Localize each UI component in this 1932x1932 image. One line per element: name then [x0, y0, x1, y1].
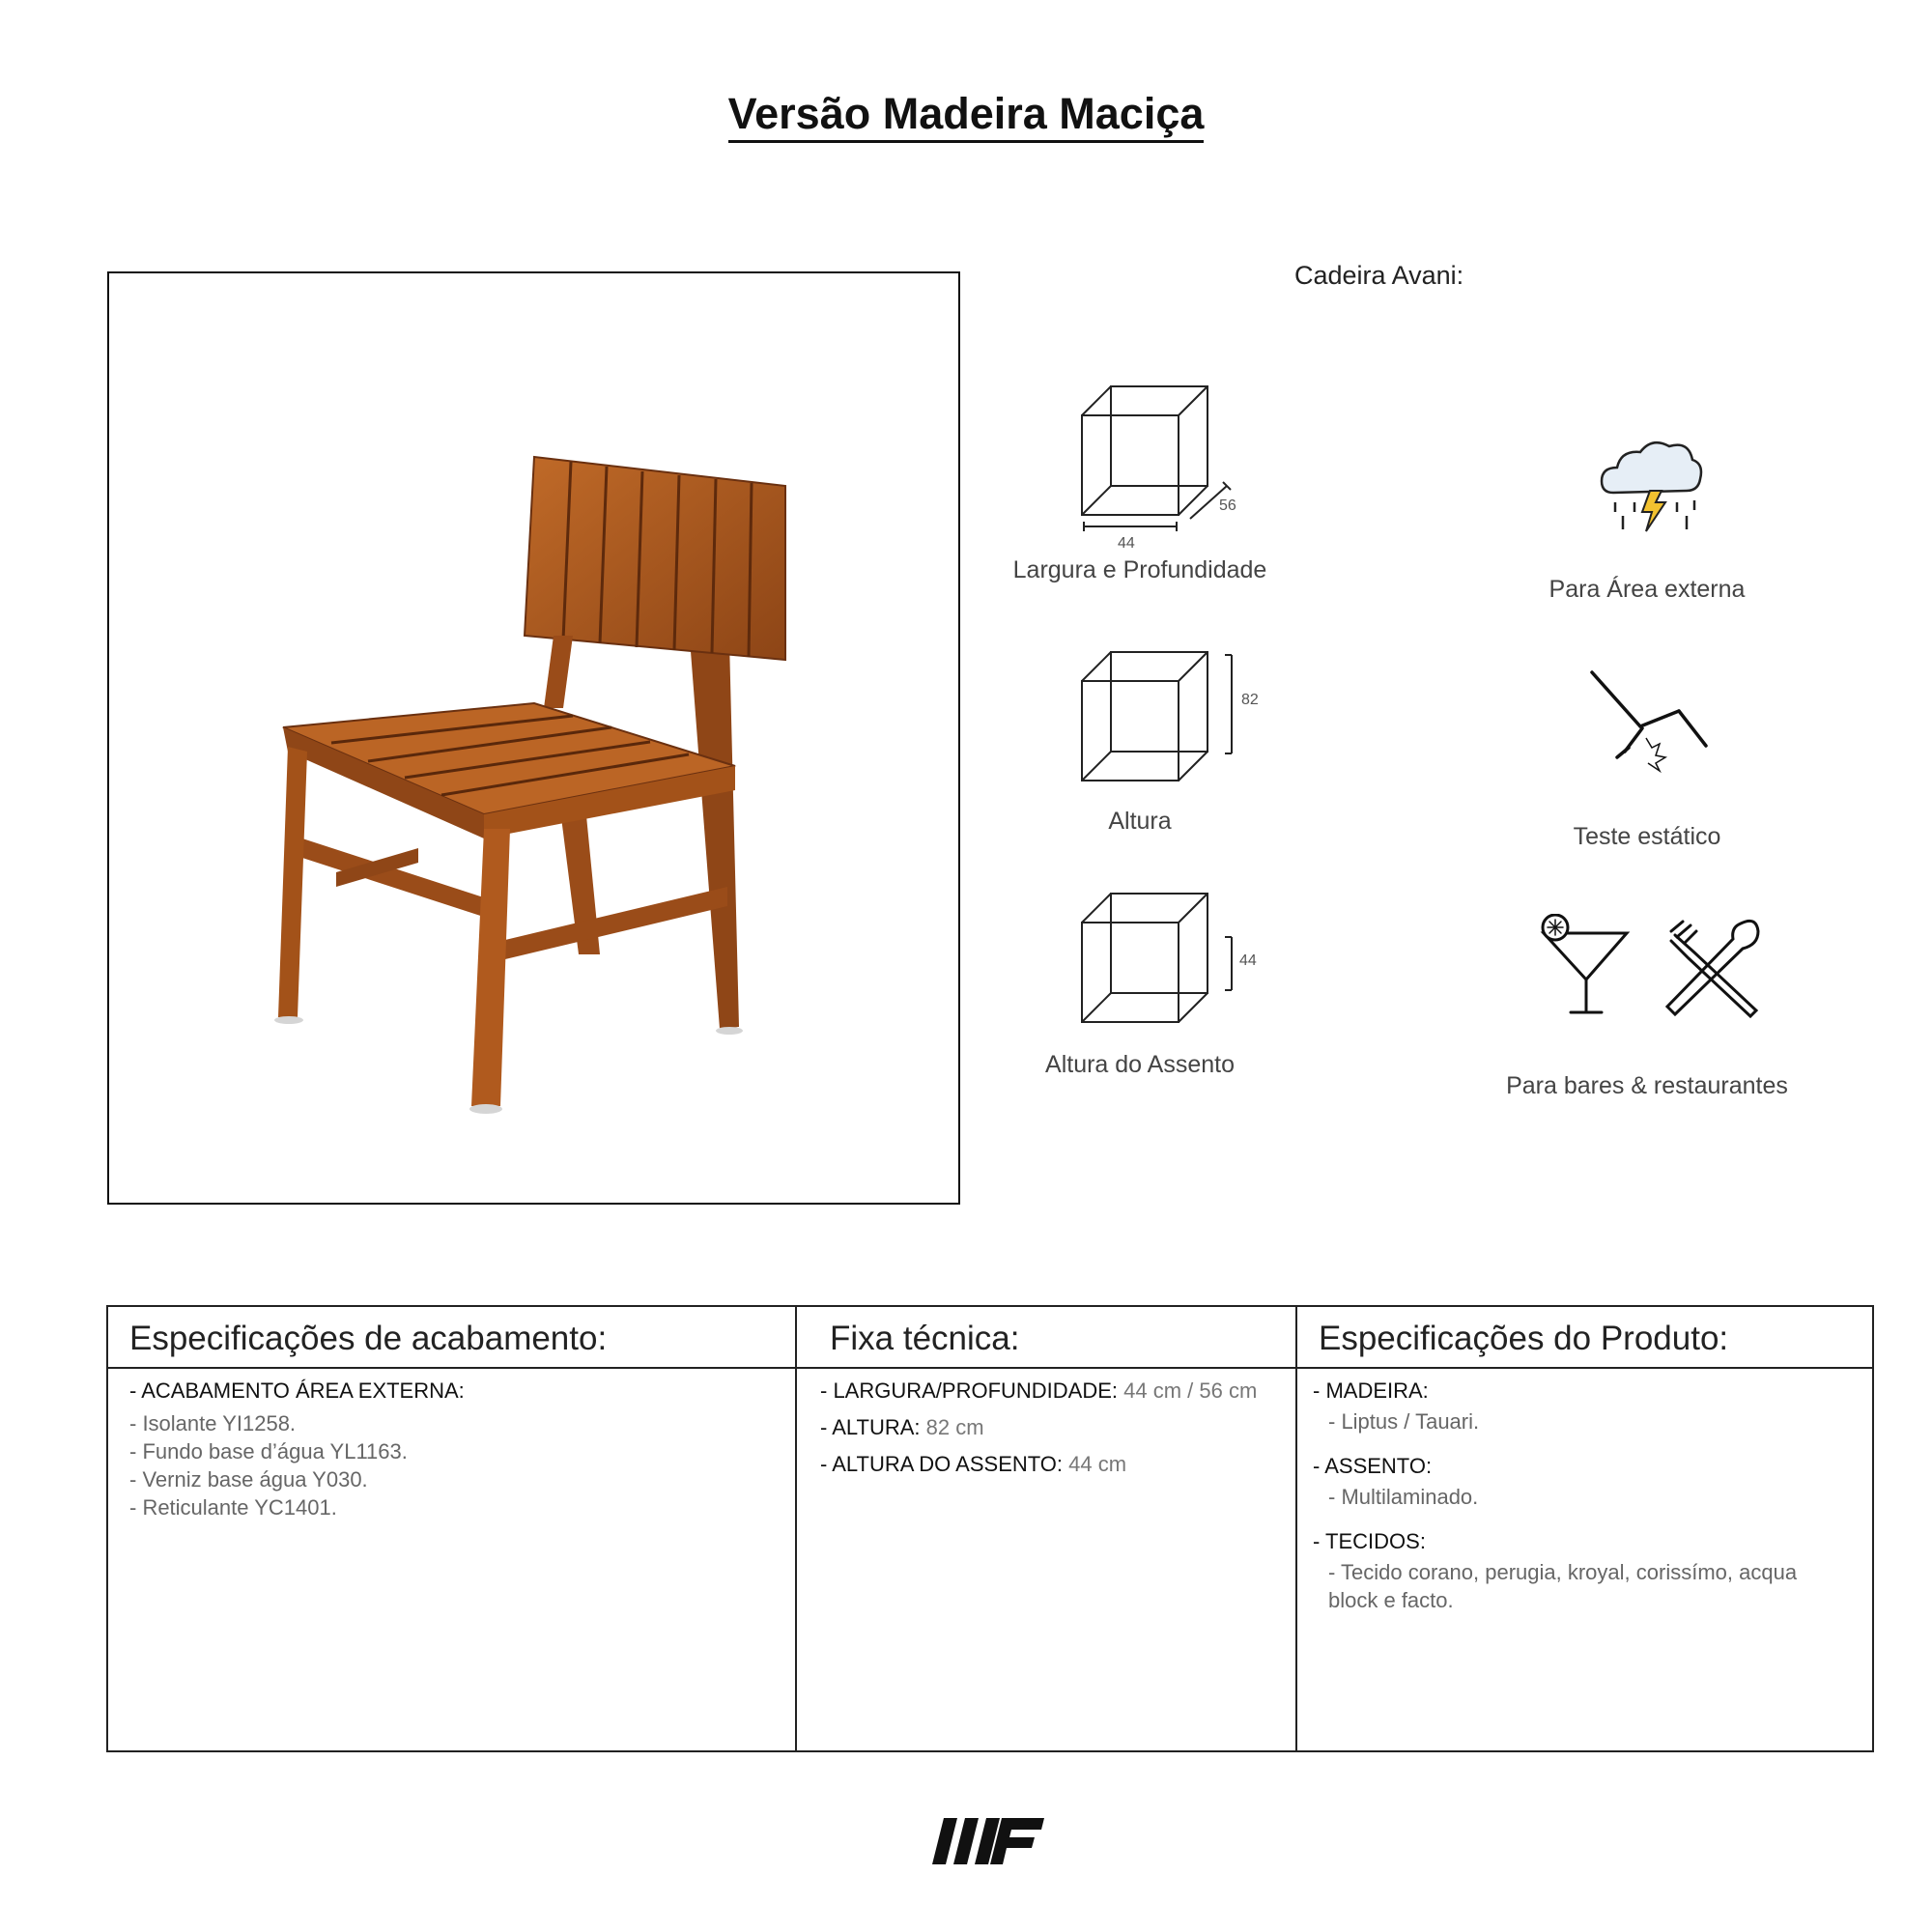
wood-title: - MADEIRA: — [1313, 1378, 1429, 1403]
technical-column — [797, 1307, 1297, 1750]
cocktail-icon — [1536, 914, 1633, 1020]
width-depth-label: Largura e Profundidade — [1012, 556, 1267, 583]
wood-item: - Liptus / Tauari. — [1328, 1409, 1480, 1434]
finishing-item: - Fundo base d’água YL1163. — [129, 1439, 408, 1463]
cube-height-icon — [1072, 647, 1256, 792]
width-number: 44 — [1118, 535, 1135, 552]
product-photo-frame — [107, 271, 960, 1205]
product-column — [1297, 1307, 1872, 1750]
wooden-slatted-chair-photo — [109, 273, 958, 1203]
static-test-label: Teste estático — [1573, 823, 1721, 850]
tech-row-width-depth: - LARGURA/PROFUNDIDADE: 44 cm / 56 cm — [820, 1378, 1258, 1403]
height-label: Altura — [1108, 808, 1172, 835]
static-test-icon — [1584, 667, 1719, 773]
storm-cloud-icon — [1594, 433, 1705, 539]
finishing-item: - Isolante YI1258. — [129, 1411, 297, 1435]
height-number: 82 — [1241, 692, 1259, 708]
cutlery-icon — [1662, 914, 1768, 1020]
fabrics-item: - Tecido corano, perugia, kroyal, corissímo, acqua — [1328, 1560, 1798, 1584]
tech-row-height: - ALTURA: 82 cm — [820, 1415, 984, 1439]
fabrics-title: - TECIDOS: — [1313, 1529, 1426, 1553]
finishing-item: - Verniz base água Y030. — [129, 1467, 368, 1492]
tech-row-seat-height: - ALTURA DO ASSENTO: 44 cm — [820, 1452, 1127, 1476]
spec-table — [106, 1305, 1874, 1752]
page-title — [0, 89, 1932, 139]
brand-logo — [930, 1816, 1046, 1866]
outdoor-label: Para Área externa — [1548, 576, 1746, 603]
finishing-item: - Reticulante YC1401. — [129, 1495, 337, 1520]
bars-restaurants-label: Para bares & restaurantes — [1506, 1072, 1788, 1099]
fabrics-item-continued: block e facto. — [1328, 1588, 1454, 1612]
cube-seat-height-icon — [1072, 889, 1256, 1034]
seat-item: - Multilaminado. — [1328, 1485, 1479, 1509]
seat-height-label: Altura do Assento — [1045, 1051, 1235, 1078]
page-title-text: Versão Madeira Maciça — [728, 89, 1205, 143]
technical-header: Fixa técnica: — [797, 1307, 1295, 1369]
depth-number: 56 — [1219, 497, 1236, 514]
finishing-header: Especificações de acabamento: — [108, 1307, 795, 1369]
cube-width-depth-icon — [1072, 382, 1256, 555]
product-spec-header: Especificações do Produto: — [1297, 1307, 1872, 1369]
product-name: Cadeira Avani: — [1294, 261, 1464, 290]
finishing-section-title: - ACABAMENTO ÁREA EXTERNA: — [129, 1378, 465, 1403]
seat-height-number: 44 — [1239, 952, 1257, 969]
seat-title: - ASSENTO: — [1313, 1454, 1433, 1478]
finishing-column — [108, 1307, 797, 1750]
